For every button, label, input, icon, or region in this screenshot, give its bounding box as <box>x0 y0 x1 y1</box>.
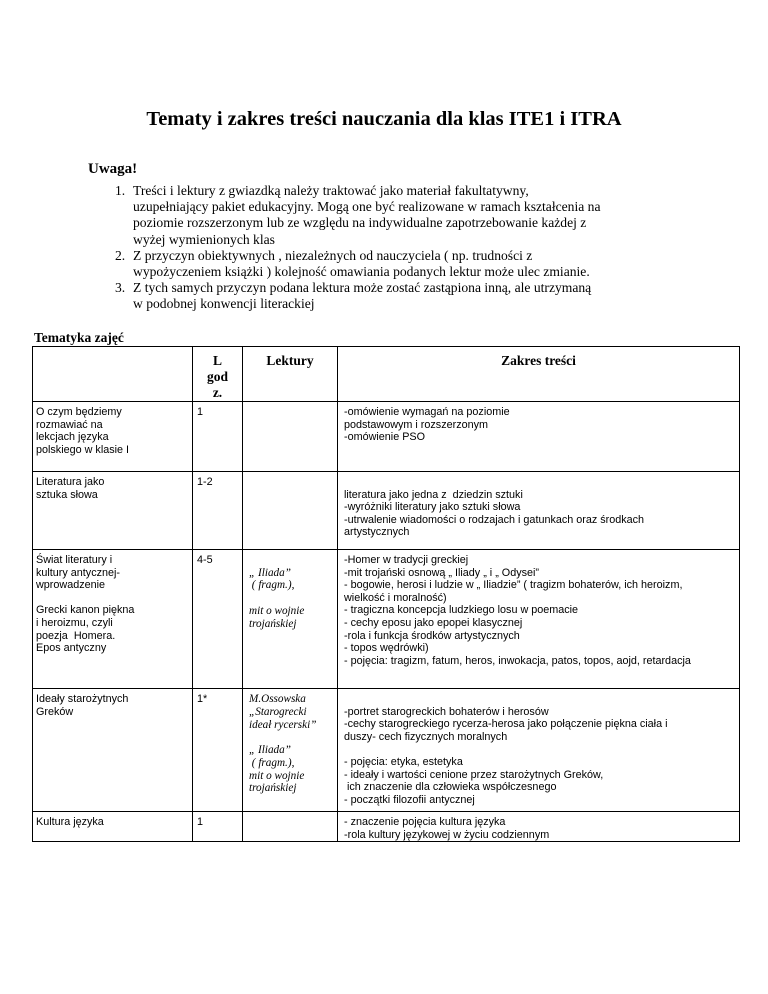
cell-line: - pojęcia: tragizm, fatum, heros, inwokacja, patos, topos, aojd, retardacja <box>344 654 691 667</box>
note-item <box>115 247 603 280</box>
cell-line <box>249 592 333 605</box>
cell-line: rozmawiać na <box>36 418 103 431</box>
note-text: Z tych samych przyczyn podana lektura może zostać zastąpiona inną, ale utrzymaną w podobnej konwencji literackiej <box>133 280 592 312</box>
cell-line: -rola kultury językowej w życiu codziennym <box>344 828 550 841</box>
hours-cell: 4-5 <box>193 550 243 689</box>
note-item <box>115 280 603 312</box>
topic-cell <box>33 402 193 472</box>
cell-line <box>344 693 735 706</box>
cell-line: -wyróżniki literatury jako sztuki słowa <box>344 501 521 514</box>
cell-line: mit o wojnie <box>249 604 305 617</box>
header-hours: L god z. <box>193 347 243 402</box>
cell-line: podstawowym i rozszerzonym <box>344 418 489 431</box>
cell-line: ( fragm.), <box>249 756 295 769</box>
readings-cell <box>243 689 338 812</box>
cell-line: trojańskiej <box>249 782 297 795</box>
cell-line <box>344 476 735 489</box>
cell-line: Ideały starożytnych <box>36 693 129 705</box>
hours-cell: 1 <box>193 402 243 472</box>
cell-line: Świat literatury i <box>36 554 113 566</box>
header-topic <box>33 347 193 402</box>
table-header-row <box>33 347 740 402</box>
cell-line: - początki filozofii antycznej <box>344 793 475 806</box>
cell-line: - ideały i wartości cenione przez starożytnych Greków, <box>344 768 604 781</box>
cell-line: lekcjach języka <box>36 431 109 444</box>
cell-line: polskiego w klasie I <box>36 443 130 456</box>
note-number: 1. <box>115 183 126 198</box>
topic-cell <box>33 550 193 689</box>
readings-cell <box>243 812 338 842</box>
cell-line: „ Iliada” <box>249 566 291 579</box>
cell-line: trojańskiej <box>249 617 297 630</box>
topic-cell <box>33 472 193 550</box>
cell-line: mit o wojnie <box>249 769 305 782</box>
cell-line: - znaczenie pojęcia kultura języka <box>344 816 506 828</box>
page-title: Tematy i zakres treści nauczania dla klas ITE1 i ITRA <box>146 108 622 130</box>
cell-line: ich znaczenie dla człowieka współczesnego <box>344 781 557 794</box>
topic-cell <box>33 812 193 842</box>
table-row <box>33 812 740 842</box>
cell-line: „ Iliada” <box>249 743 291 756</box>
cell-line: - tragiczna koncepcja ludzkiego losu w poemacie <box>344 604 579 617</box>
cell-line: -portret starogreckich bohaterów i herosów <box>344 705 549 718</box>
note-text: Z przyczyn obiektywnych , niezależnych od nauczyciela ( np. trudności z wypożyczeniem książki ) kolejność omawiania podanych lektur może ulec zmianie. <box>133 247 590 280</box>
cell-line: -rola i funkcja środków artystycznych <box>344 629 520 642</box>
cell-line: - topos wędrówki) <box>344 642 429 655</box>
content-cell <box>338 812 740 842</box>
content-cell <box>338 689 740 812</box>
hours-cell: 1 <box>193 812 243 842</box>
cell-line: Kultura języka <box>36 816 104 828</box>
cell-line: - pojęcia: etyka, estetyka <box>344 755 463 768</box>
readings-cell <box>243 472 338 550</box>
cell-line <box>344 743 735 756</box>
readings-cell <box>243 550 338 689</box>
table-row <box>33 689 740 812</box>
table-row <box>33 402 740 472</box>
topic-cell <box>33 689 193 812</box>
table-row <box>33 550 740 689</box>
uwaga-heading: Uwaga! <box>88 161 138 177</box>
cell-line: Grecki kanon piękna <box>36 604 135 617</box>
cell-line: sztuka słowa <box>36 488 98 501</box>
note-item <box>115 183 603 248</box>
cell-line: M.Ossowska <box>249 693 306 705</box>
header-readings: Lektury <box>243 347 338 402</box>
readings-cell <box>243 402 338 472</box>
cell-line: literatura jako jedna z dziedzin sztuki <box>344 488 523 501</box>
hours-cell: 1-2 <box>193 472 243 550</box>
curriculum-table <box>32 346 740 842</box>
notes-list <box>0 183 603 313</box>
cell-line: O czym będziemy <box>36 406 122 418</box>
content-cell <box>338 472 740 550</box>
cell-line: Epos antyczny <box>36 642 107 655</box>
cell-line: Literatura jako <box>36 476 105 488</box>
cell-line <box>249 554 333 567</box>
cell-line: -utrwalenie wiadomości o rodzajach i gatunkach oraz środkach <box>344 513 645 526</box>
header-content: Zakres treści <box>338 347 740 402</box>
cell-line: -cechy starogreckiego rycerza-herosa jako połączenie piękna ciała i <box>344 718 668 731</box>
note-number: 3. <box>115 280 126 296</box>
note-number: 2. <box>115 247 126 263</box>
note-text: Treści i lektury z gwiazdką należy traktować jako materiał fakultatywny, uzupełniający pakiet edukacyjny. Mogą one być realizowane w ramach kształcenia na poziomie rozszerzonym lub ze względu na indywidualne zapotrzebowanie każdej z wyżej wymienionych klas <box>133 183 601 247</box>
cell-line: -mit trojański osnową „ Iliady „ i „ Odysei” <box>344 566 539 579</box>
cell-line: kultury antycznej- <box>36 566 121 579</box>
cell-line: artystycznych <box>344 526 410 539</box>
table-row <box>33 472 740 550</box>
cell-line: wprowadzenie <box>36 579 106 592</box>
cell-line: „Starogrecki <box>249 705 307 718</box>
hours-cell: 1* <box>193 689 243 812</box>
cell-line <box>36 592 189 605</box>
cell-line: - cechy eposu jako epopei klasycznej <box>344 616 523 629</box>
cell-line: -omówienie PSO <box>344 431 426 444</box>
table-heading: Tematyka zajęć <box>34 330 124 345</box>
cell-line: -Homer w tradycji greckiej <box>344 554 469 566</box>
cell-line: ideał rycerski” <box>249 718 317 731</box>
content-cell <box>338 402 740 472</box>
content-cell <box>338 550 740 689</box>
cell-line: poezja Homera. <box>36 629 116 642</box>
cell-line: duszy- cech fizycznych moralnych <box>344 730 508 743</box>
cell-line: -omówienie wymagań na poziomie <box>344 406 510 418</box>
cell-line <box>249 731 333 744</box>
cell-line: Greków <box>36 705 74 718</box>
cell-line: i heroizmu, czyli <box>36 616 113 629</box>
cell-line: ( fragm.), <box>249 579 295 592</box>
cell-line: wielkość i moralność) <box>344 591 447 604</box>
cell-line: - bogowie, herosi i ludzie w „ Iliadzie” ( tragizm bohaterów, ich heroizm, <box>344 579 683 592</box>
